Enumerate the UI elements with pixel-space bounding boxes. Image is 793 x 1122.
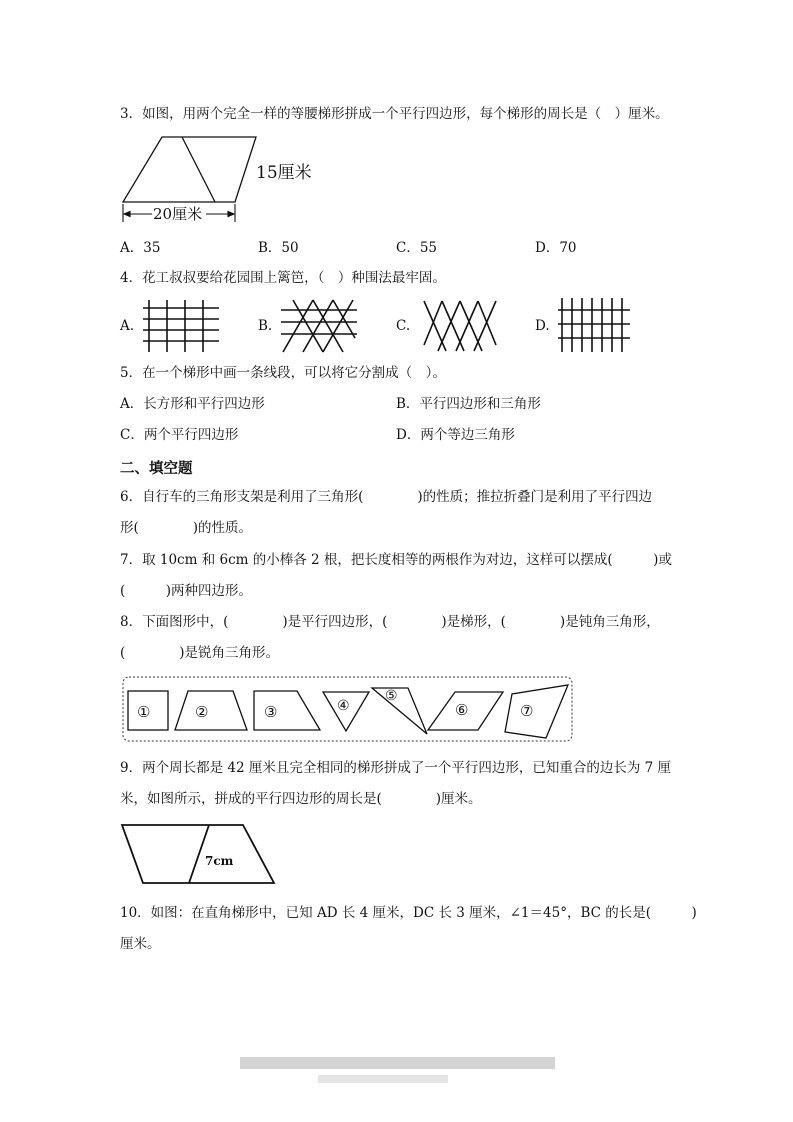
q10-line1: 10．如图：在直角梯形中，已知 AD 长 4 厘米，DC 长 3 厘米，∠1＝45°，BC 的长是( ) bbox=[120, 905, 697, 921]
q9-line1: 9．两个周长都是 42 厘米且完全相同的梯形拼成了一个平行四边形，已知重合的边长为 7 厘 bbox=[120, 760, 672, 776]
q8-shape-label-4: ④ bbox=[337, 698, 350, 714]
q8-line1: 8．下面图形中，( )是平行四边形，( )是梯形，( )是钝角三角形， bbox=[120, 614, 660, 630]
q8-shape-label-5: ⑤ bbox=[385, 688, 398, 704]
q3-option-c[interactable]: C．55 bbox=[396, 240, 438, 256]
q7-line1: 7．取 10cm 和 6cm 的小棒各 2 根，把长度相等的两根作为对边，这样可以摆成( )或 bbox=[120, 552, 672, 568]
q3-text: 3．如图，用两个完全一样的等腰梯形拼成一个平行四边形，每个梯形的周长是（ ）厘米。 bbox=[120, 106, 669, 122]
q8-line2: ( )是锐角三角形。 bbox=[120, 645, 280, 661]
q9-shared-edge-label: 7cm bbox=[205, 854, 234, 868]
q3-split-line bbox=[182, 137, 215, 202]
q8-shape-5-triangle bbox=[372, 688, 427, 734]
q3-option-d[interactable]: D．70 bbox=[535, 240, 577, 256]
q9-line2: 米，如图所示，拼成的平行四边形的周长是( )厘米。 bbox=[120, 791, 482, 807]
q4-fence-d-vertical-grid bbox=[556, 296, 632, 354]
q3-option-a[interactable]: A．35 bbox=[120, 240, 161, 256]
q9-parallelogram-figure bbox=[119, 822, 279, 888]
q8-shape-label-2: ② bbox=[195, 703, 209, 721]
q5-option-d[interactable]: D．两个等边三角形 bbox=[396, 427, 515, 443]
q5-text: 5．在一个梯形中画一条线段，可以将它分割成（ ）。 bbox=[120, 365, 446, 381]
q5-option-b[interactable]: B．平行四边形和三角形 bbox=[396, 396, 541, 412]
q4-text: 4．花工叔叔要给花园围上篱笆，（ ）种围法最牢固。 bbox=[120, 270, 446, 286]
q4-fence-c-diagonal-only bbox=[420, 297, 500, 355]
footer-watermark-line2 bbox=[318, 1075, 448, 1083]
q4-option-a[interactable]: A. bbox=[120, 318, 135, 334]
q5-option-c[interactable]: C．两个平行四边形 bbox=[120, 427, 239, 443]
q3-side-label: 15厘米 bbox=[256, 163, 312, 183]
q10-line2: 厘米。 bbox=[120, 936, 161, 952]
q3-base-label: 20厘米 bbox=[153, 205, 203, 223]
q8-shape-label-7: ⑦ bbox=[520, 702, 534, 720]
section-title-fill-in: 二、填空题 bbox=[120, 461, 193, 477]
q4-option-d[interactable]: D. bbox=[535, 318, 550, 334]
q8-shape-7-quadrilateral bbox=[505, 685, 568, 738]
q6-line2: 形( )的性质。 bbox=[120, 520, 253, 536]
q7-line2: ( )两种四边形。 bbox=[120, 583, 253, 599]
q8-shape-label-3: ③ bbox=[264, 703, 278, 721]
q8-shape-2-trapezoid bbox=[175, 691, 247, 730]
q3-outer-parallelogram bbox=[123, 137, 256, 202]
q8-shape-label-6: ⑥ bbox=[455, 701, 469, 719]
q4-option-c[interactable]: C. bbox=[396, 318, 411, 334]
q5-option-a[interactable]: A．长方形和平行四边形 bbox=[120, 396, 265, 412]
q4-option-b[interactable]: B. bbox=[258, 318, 273, 334]
q8-shape-label-1: ① bbox=[137, 703, 151, 721]
q4-fence-b-diagonal-with-rails bbox=[279, 298, 359, 354]
q4-fence-a-square-grid bbox=[141, 298, 221, 354]
q6-line1: 6．自行车的三角形支架是利用了三角形( )的性质；推拉折叠门是利用了平行四边 bbox=[120, 489, 653, 505]
q3-option-b[interactable]: B．50 bbox=[258, 240, 299, 256]
footer-watermark-line1 bbox=[240, 1057, 555, 1069]
q9-outer-parallelogram bbox=[122, 825, 274, 883]
